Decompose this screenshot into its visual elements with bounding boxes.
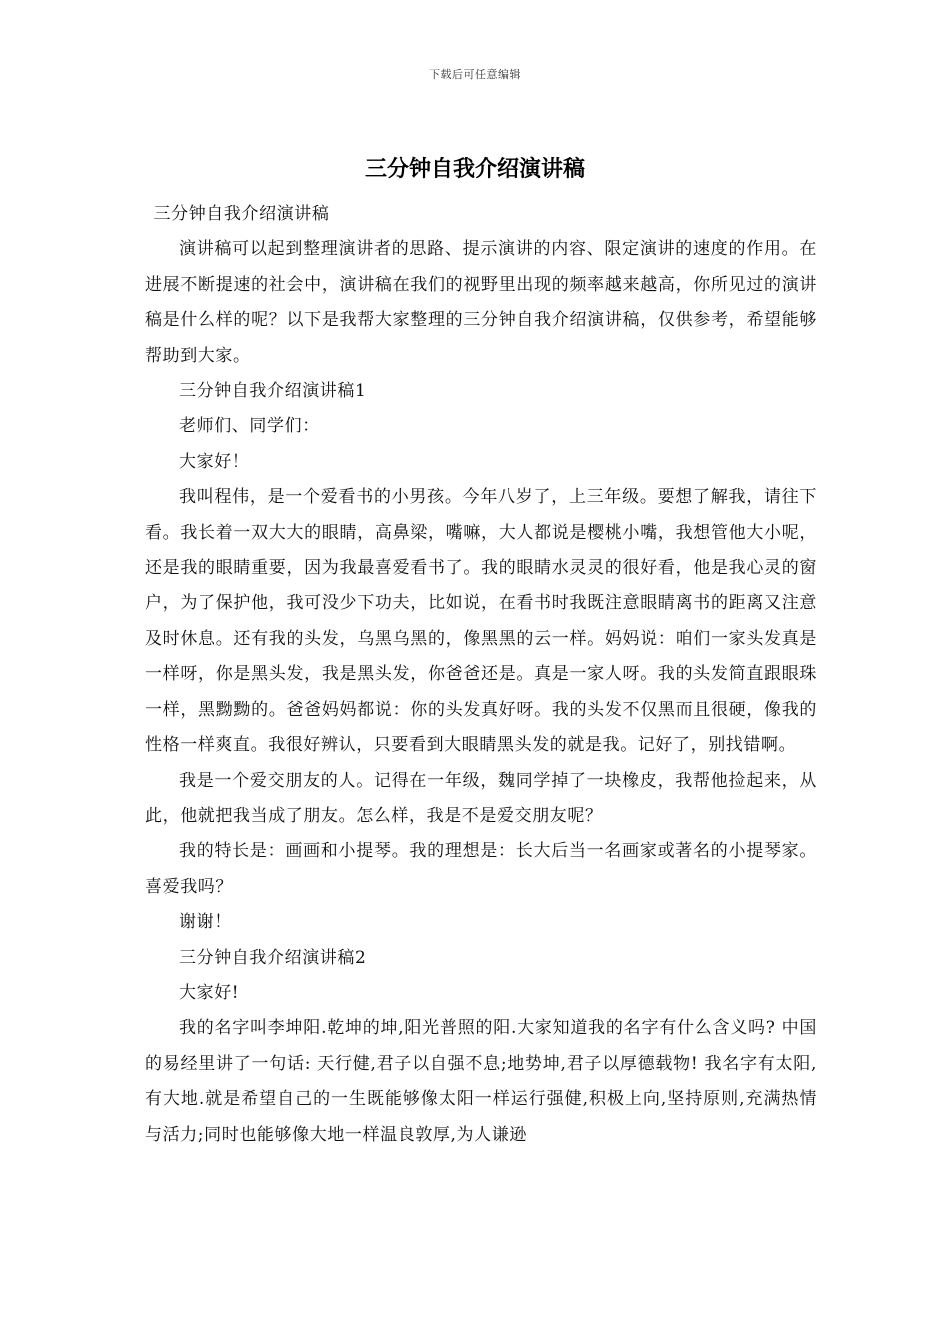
thanks-paragraph: 谢谢！ (179, 912, 232, 933)
body-paragraph: 我的特长是：画画和小提琴。我的理想是：长大后当一名画家或著名的小提琴家。喜爱我吗？ (145, 841, 817, 897)
intro-paragraph: 演讲稿可以起到整理演讲者的思路、提示演讲的内容、限定演讲的速度的作用。在进展不断提速的社会中，演讲稿在我们的视野里出现的频率越来越高，你所见过的演讲稿是什么样的呢？以下是我帮大家整理的三分钟自我介绍演讲稿，仅供参考，希望能够帮助到大家。 (145, 239, 817, 366)
subtitle-paragraph: 三分钟自我介绍演讲稿 (153, 204, 330, 224)
section-heading-2: 三分钟自我介绍演讲稿2 (179, 947, 367, 968)
salutation-paragraph: 老师们、同学们： (179, 416, 320, 437)
greeting-paragraph: 大家好！ (179, 451, 250, 472)
page-header-note: 下载后可任意编辑 (429, 68, 521, 81)
body-paragraph: 我的名字叫李坤阳.乾坤的坤,阳光普照的阳.大家知道我的名字有什么含义吗? 中国的易经里讲了一句话: 天行健,君子以自强不息;地势坤,君子以厚德载物! 我名字有太阳,有大地.就是希望自己的一生既能够像太阳一样运行强健,积极上向,坚持原则,充满热情与活力;同时也能够像大地一样温良敦厚,为人谦逊 (145, 1018, 817, 1145)
body-paragraph: 我叫程伟，是一个爱看书的小男孩。今年八岁了，上三年级。要想了解我，请往下看。我长着一双大大的眼睛，高鼻梁，嘴嘛，大人都说是樱桃小嘴，我想管他大小呢，还是我的眼睛重要，因为我最喜爱看书了。我的眼睛水灵灵的很好看，他是我心灵的窗户，为了保护他，我可没少下功夫，比如说，在看书时我既注意眼睛离书的距离又注意及时休息。还有我的头发，乌黑乌黑的，像黑黑的云一样。妈妈说：咱们一家头发真是一样呀，你是黑头发，我是黑头发，你爸爸还是。真是一家人呀。我的头发简直跟眼珠一样，黑黝黝的。爸爸妈妈都说：你的头发真好呀。我的头发不仅黑而且很硬，像我的性格一样爽直。我很好辨认，只要看到大眼睛黑头发的就是我。记好了，别找错啊。 (145, 487, 817, 756)
body-paragraph: 我是一个爱交朋友的人。记得在一年级，魏同学掉了一块橡皮，我帮他捡起来，从此，他就把我当成了朋友。怎么样，我是不是爱交朋友呢？ (145, 770, 817, 826)
greeting-paragraph: 大家好! (179, 982, 240, 1003)
section-heading-1: 三分钟自我介绍演讲稿1 (179, 381, 367, 402)
document-title: 三分钟自我介绍演讲稿 (364, 156, 585, 182)
document-body (145, 197, 817, 1153)
